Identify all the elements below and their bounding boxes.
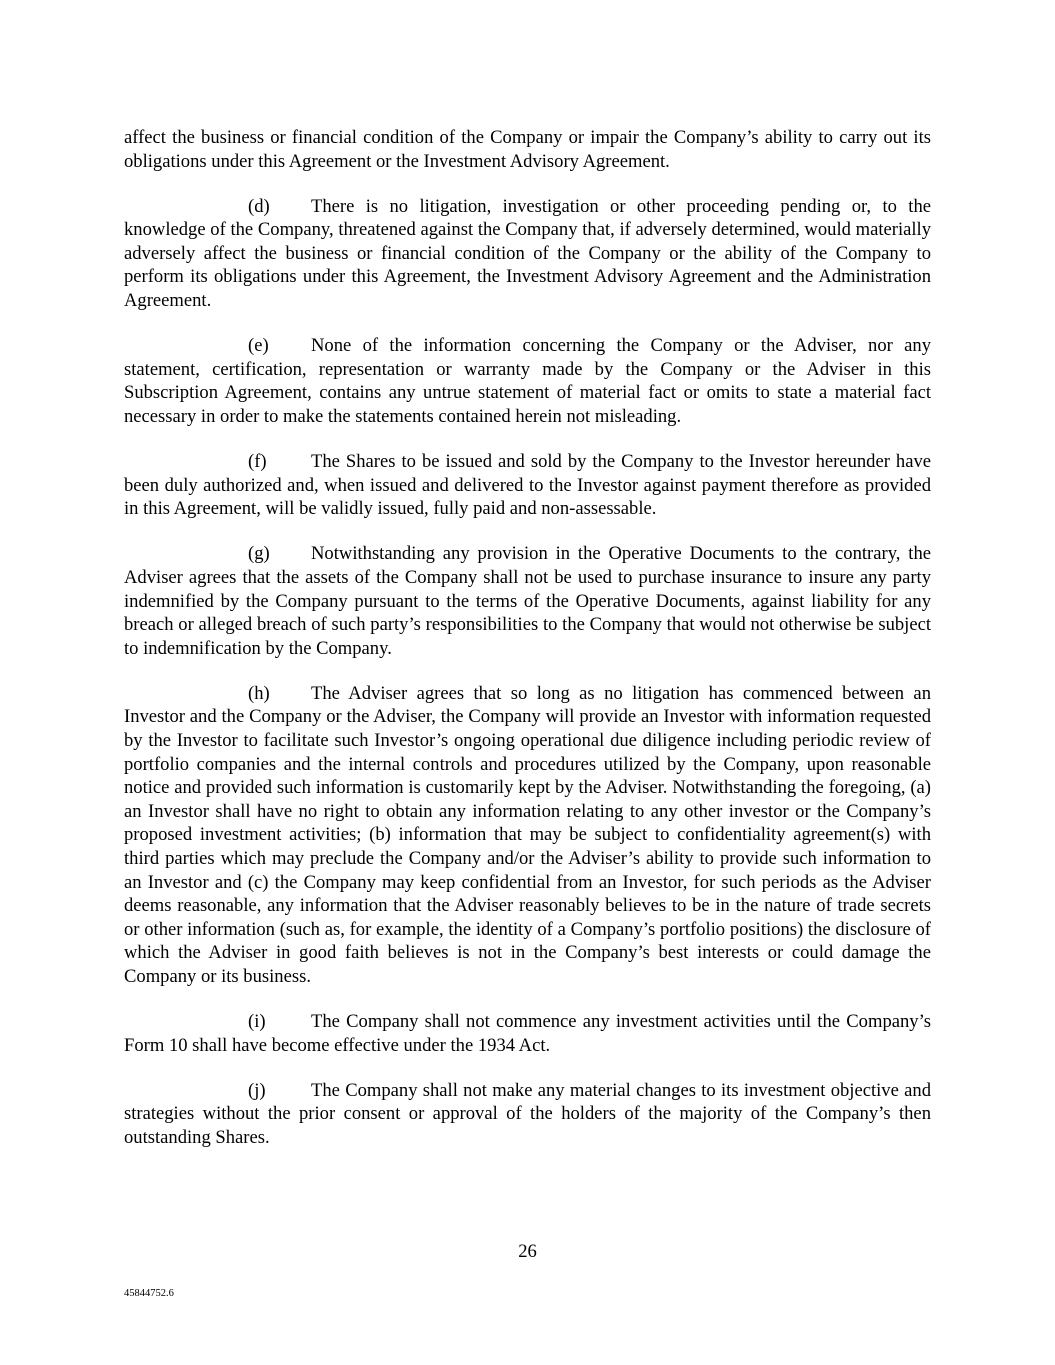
continuation-paragraph: affect the business or financial condition of the Company or impair the Company’s ability to carry out its obligations under this Agreement or the Investment Advisory Agreement. [124,127,931,172]
document-body [124,126,931,1171]
paragraph-text: Notwithstanding any provision in the Operative Documents to the contrary, the Adviser agrees that the assets of the Company shall not be used to purchase insurance to insure any party indemnified by the Company pursuant to the terms of the Operative Documents, against liability for any breach or alleged breach of such party’s responsibilities to the Company that would not otherwise be subject to indemnification by the Company. [124,543,931,659]
paragraph-d [124,195,931,313]
paragraph-label: (g) [248,543,270,565]
document-id: 45844752.6 [124,1288,174,1299]
paragraph-text: The Shares to be issued and sold by the Company to the Investor hereunder have been duly authorized and, when issued and delivered to the Investor against payment therefore as provided in this Agreement, will be validly issued, fully paid and non-assessable. [124,451,931,520]
paragraph-text: The Company shall not make any material changes to its investment objective and strategies without the prior consent or approval of the holders of the majority of the Company’s then outstanding Shares. [124,1079,931,1148]
paragraph-label: (j) [248,1079,266,1101]
paragraph-text: There is no litigation, investigation or other proceeding pending or, to the knowledge of the Company, threatened against the Company that, if adversely determined, would materially adversely affect the business or financial condition of the Company or the ability of the Company to perform its obligations under this Agreement, the Investment Advisory Agreement and the Administration Agreement. [124,195,931,312]
paragraph-label: (i) [248,1011,266,1032]
paragraph-f [124,450,931,521]
paragraph-g [124,542,931,660]
paragraph-text: The Adviser agrees that so long as no litigation has commenced between an Investor and the Company or the Adviser, the Company will provide an Investor with information requested by the Investor to facilitate such Investor’s ongoing operational due diligence including periodic review of portfolio companies and the internal controls and procedures utilized by the Company, upon reasonable notice and provided such information is customarily kept by the Adviser. Notwithstanding the foregoing, (a) an Investor shall have no right to obtain any information relating to any other investor or the Company’s proposed investment activities; (b) information that may be subject to confidentiality agreement(s) with third parties which may preclude the Company and/or the Adviser’s ability to provide such information to an Investor and (c) the Company may keep confidential from an Investor, for such periods as the Adviser deems reasonable, any information that the Adviser reasonably believes to be in the nature of trade secrets or other information (such as, for example, the identity of a Company’s portfolio positions) the disclosure of which the Adviser in good faith believes is not in the Company’s best interests or could damage the Company or its business. [124,682,931,987]
paragraph-h [124,682,931,989]
paragraph-e [124,334,931,428]
paragraph-text: The Company shall not commence any investment activities until the Company’s Form 10 shall have become effective under the 1934 Act. [124,1011,931,1056]
paragraph-label: (h) [248,682,270,704]
paragraph-label: (e) [248,335,269,357]
paragraph-label: (f) [248,451,267,473]
paragraph-j [124,1079,931,1150]
paragraph-text: None of the information concerning the Company or the Adviser, nor any statement, certification, representation or warranty made by the Company or the Adviser in this Subscription Agreement, contains any untrue statement of material fact or omits to state a material fact necessary in order to make the statements contained herein not misleading. [124,335,931,427]
page-number: 26 [518,1241,537,1262]
paragraph-label: (d) [248,195,270,217]
paragraph-i [124,1010,931,1057]
